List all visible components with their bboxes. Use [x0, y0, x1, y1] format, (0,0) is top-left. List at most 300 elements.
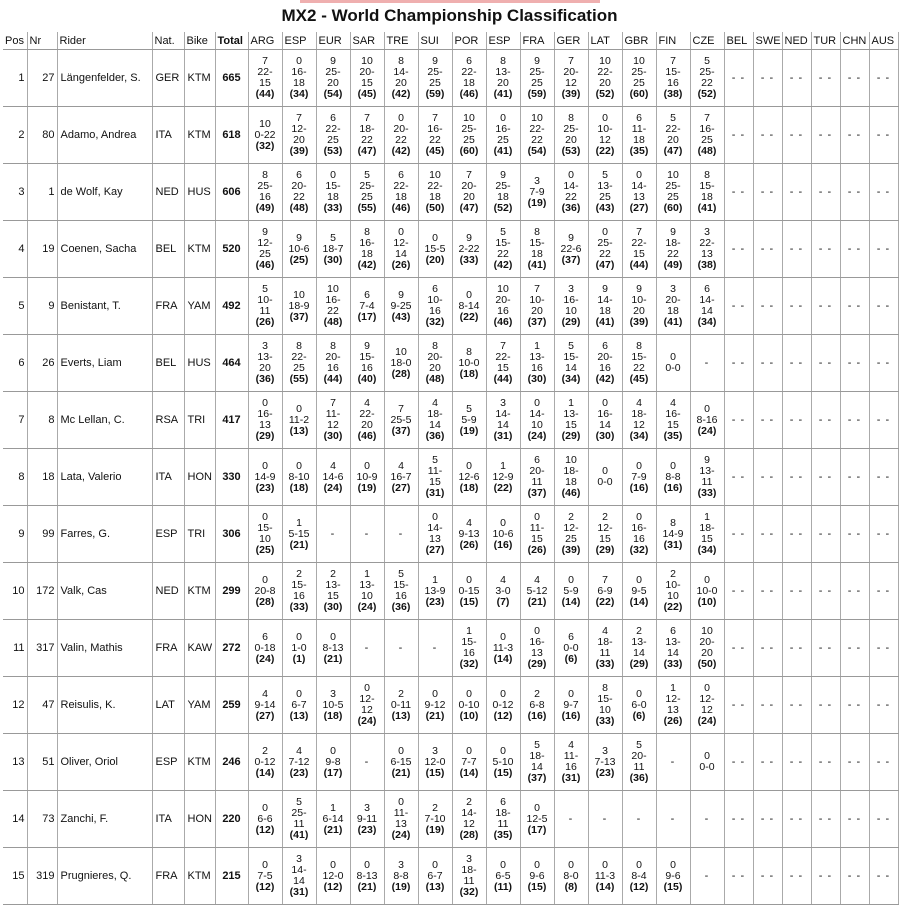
empty-result-cell: - - — [782, 392, 811, 449]
race-result-cell: 6 22- 18 (46) — [452, 50, 486, 107]
race-result-cell: 10 18-0 (28) — [384, 335, 418, 392]
column-header: Nat. — [152, 32, 184, 50]
race-result-cell: 1 5-15 (21) — [282, 506, 316, 563]
race-result-cell: 0 5-9 (14) — [554, 563, 588, 620]
empty-result-cell: - - — [724, 392, 753, 449]
race-result-cell: 6 20- 22 (48) — [282, 164, 316, 221]
empty-result-cell: - - — [724, 734, 753, 791]
empty-result-cell: - - — [724, 164, 753, 221]
total-points: 464 — [215, 335, 248, 392]
empty-result-cell: - - — [753, 221, 782, 278]
race-result-cell: 10 22- 18 (50) — [418, 164, 452, 221]
race-result-cell: 9 10-6 (25) — [282, 221, 316, 278]
bike-cell: KTM — [184, 221, 215, 278]
race-result-cell: 8 20- 20 (48) — [418, 335, 452, 392]
race-result-cell: 0 14- 13 (27) — [418, 506, 452, 563]
race-result-cell: 0 5-10 (15) — [486, 734, 520, 791]
nationality-cell: FRA — [152, 848, 184, 905]
empty-result-cell: - - — [782, 563, 811, 620]
race-result-cell: 6 22- 18 (46) — [384, 164, 418, 221]
empty-result-cell: - — [554, 791, 588, 848]
column-header: TRE — [384, 32, 418, 50]
race-result-cell: 9 25- 25 (59) — [520, 50, 554, 107]
table-row — [3, 221, 898, 278]
race-result-cell: 6 10- 16 (32) — [418, 278, 452, 335]
race-result-cell: 6 22- 25 (53) — [316, 107, 350, 164]
number-cell: 319 — [27, 848, 57, 905]
race-result-cell: 7 22- 15 (44) — [486, 335, 520, 392]
empty-result-cell: - - — [782, 107, 811, 164]
table-row — [3, 278, 898, 335]
bike-cell: TRI — [184, 392, 215, 449]
empty-result-cell: - - — [782, 620, 811, 677]
table-row — [3, 335, 898, 392]
empty-result-cell: - - — [840, 620, 869, 677]
race-result-cell: 0 6-0 (6) — [622, 677, 656, 734]
rider-name: de Wolf, Kay — [57, 164, 152, 221]
column-header: Bike — [184, 32, 215, 50]
total-points: 299 — [215, 563, 248, 620]
nationality-cell: ESP — [152, 506, 184, 563]
race-result-cell: 0 6-7 (13) — [282, 677, 316, 734]
race-result-cell: 3 22- 13 (38) — [690, 221, 724, 278]
position-cell: 4 — [3, 221, 27, 278]
number-cell: 18 — [27, 449, 57, 506]
position-cell: 13 — [3, 734, 27, 791]
race-result-cell: 5 15- 14 (34) — [554, 335, 588, 392]
race-result-cell: 5 15- 22 (42) — [486, 221, 520, 278]
race-result-cell: 10 25- 25 (60) — [622, 50, 656, 107]
race-result-cell: 10 16- 22 (48) — [316, 278, 350, 335]
column-header: GBR — [622, 32, 656, 50]
table-row — [3, 677, 898, 734]
empty-result-cell: - - — [753, 677, 782, 734]
race-result-cell: 5 25- 25 (55) — [350, 164, 384, 221]
table-row — [3, 506, 898, 563]
empty-result-cell: - - — [782, 791, 811, 848]
race-result-cell: 5 10- 11 (26) — [248, 278, 282, 335]
empty-result-cell: - - — [811, 506, 840, 563]
race-result-cell: 0 16- 13 (29) — [520, 620, 554, 677]
empty-result-cell: - — [384, 620, 418, 677]
empty-result-cell: - - — [869, 392, 898, 449]
bike-cell: YAM — [184, 677, 215, 734]
rider-name: Längenfelder, S. — [57, 50, 152, 107]
total-points: 246 — [215, 734, 248, 791]
empty-result-cell: - — [588, 791, 622, 848]
nationality-cell: NED — [152, 164, 184, 221]
position-cell: 8 — [3, 449, 27, 506]
race-result-cell: 0 12-0 (12) — [316, 848, 350, 905]
race-result-cell: 0 10-6 (16) — [486, 506, 520, 563]
race-result-cell: 4 7-12 (23) — [282, 734, 316, 791]
empty-result-cell: - - — [840, 164, 869, 221]
race-result-cell: 6 18- 11 (35) — [486, 791, 520, 848]
race-result-cell: 0 14-9 (23) — [248, 449, 282, 506]
race-result-cell: 10 22- 20 (52) — [588, 50, 622, 107]
race-result-cell: 7 10- 20 (37) — [520, 278, 554, 335]
column-header: Rider — [57, 32, 152, 50]
nationality-cell: NED — [152, 563, 184, 620]
race-result-cell: 2 13- 14 (29) — [622, 620, 656, 677]
race-result-cell: 9 2-22 (33) — [452, 221, 486, 278]
race-result-cell: 6 11- 18 (35) — [622, 107, 656, 164]
race-result-cell: 8 22- 25 (55) — [282, 335, 316, 392]
total-points: 417 — [215, 392, 248, 449]
empty-result-cell: - - — [840, 392, 869, 449]
race-result-cell: 1 12-9 (22) — [486, 449, 520, 506]
race-result-cell: 0 15- 18 (33) — [316, 164, 350, 221]
race-result-cell: 4 5-12 (21) — [520, 563, 554, 620]
race-result-cell: 0 1-0 (1) — [282, 620, 316, 677]
race-result-cell: 10 18- 18 (46) — [554, 449, 588, 506]
race-result-cell: 7 20- 12 (39) — [554, 50, 588, 107]
empty-result-cell: - - — [753, 278, 782, 335]
empty-result-cell: - - — [811, 50, 840, 107]
empty-result-cell: - - — [840, 221, 869, 278]
race-result-cell: 5 13- 25 (43) — [588, 164, 622, 221]
empty-result-cell: - - — [869, 563, 898, 620]
race-result-cell: 8 15- 18 (41) — [520, 221, 554, 278]
empty-result-cell: - - — [869, 734, 898, 791]
race-result-cell: 5 5-9 (19) — [452, 392, 486, 449]
race-result-cell: 8 15- 18 (41) — [690, 164, 724, 221]
bike-cell: YAM — [184, 278, 215, 335]
rider-name: Oliver, Oriol — [57, 734, 152, 791]
race-result-cell: 0 16- 18 (34) — [282, 50, 316, 107]
empty-result-cell: - - — [869, 278, 898, 335]
race-result-cell: 8 15- 10 (33) — [588, 677, 622, 734]
header-row — [3, 32, 898, 50]
empty-result-cell: - - — [753, 563, 782, 620]
empty-result-cell: - - — [724, 677, 753, 734]
empty-result-cell: - — [690, 335, 724, 392]
rider-name: Benistant, T. — [57, 278, 152, 335]
race-result-cell: 1 18- 15 (34) — [690, 506, 724, 563]
race-result-cell: 8 20- 16 (44) — [316, 335, 350, 392]
bike-cell: KTM — [184, 734, 215, 791]
race-result-cell: 7 12- 20 (39) — [282, 107, 316, 164]
empty-result-cell: - - — [724, 449, 753, 506]
empty-result-cell: - — [316, 506, 350, 563]
empty-result-cell: - - — [840, 563, 869, 620]
table-row — [3, 392, 898, 449]
position-cell: 1 — [3, 50, 27, 107]
column-header: TUR — [811, 32, 840, 50]
race-result-cell: 3 14- 14 (31) — [486, 392, 520, 449]
empty-result-cell: - - — [724, 107, 753, 164]
race-result-cell: 3 7-13 (23) — [588, 734, 622, 791]
empty-result-cell: - — [656, 791, 690, 848]
race-result-cell: 2 12- 25 (39) — [554, 506, 588, 563]
race-result-cell: 7 25-5 (37) — [384, 392, 418, 449]
total-points: 259 — [215, 677, 248, 734]
empty-result-cell: - - — [724, 278, 753, 335]
empty-result-cell: - - — [869, 620, 898, 677]
position-cell: 6 — [3, 335, 27, 392]
empty-result-cell: - - — [869, 221, 898, 278]
race-result-cell: 4 22- 20 (46) — [350, 392, 384, 449]
empty-result-cell: - - — [840, 791, 869, 848]
top-accent-bar — [300, 0, 600, 3]
column-header: SWE — [753, 32, 782, 50]
race-result-cell: 0 8-8 (16) — [656, 449, 690, 506]
empty-result-cell: - - — [811, 791, 840, 848]
empty-result-cell: - - — [869, 107, 898, 164]
nationality-cell: RSA — [152, 392, 184, 449]
table-row — [3, 620, 898, 677]
bike-cell: KTM — [184, 107, 215, 164]
bike-cell: HON — [184, 449, 215, 506]
total-points: 618 — [215, 107, 248, 164]
race-result-cell: 5 18- 14 (37) — [520, 734, 554, 791]
race-result-cell: 0 11- 13 (24) — [384, 791, 418, 848]
empty-result-cell: - - — [782, 278, 811, 335]
classification-table — [3, 32, 899, 905]
race-result-cell: 9 12- 25 (46) — [248, 221, 282, 278]
race-result-cell: 2 10- 10 (22) — [656, 563, 690, 620]
total-points: 492 — [215, 278, 248, 335]
race-result-cell: 7 16- 22 (45) — [418, 107, 452, 164]
empty-result-cell: - - — [840, 335, 869, 392]
race-result-cell: 4 9-13 (26) — [452, 506, 486, 563]
column-header: SAR — [350, 32, 384, 50]
empty-result-cell: - - — [811, 392, 840, 449]
empty-result-cell: - - — [782, 335, 811, 392]
empty-result-cell: - — [350, 620, 384, 677]
race-result-cell: 7 22- 15 (44) — [248, 50, 282, 107]
race-result-cell: 0 14- 13 (27) — [622, 164, 656, 221]
nationality-cell: ESP — [152, 734, 184, 791]
position-cell: 11 — [3, 620, 27, 677]
race-result-cell: 8 25- 20 (53) — [554, 107, 588, 164]
total-points: 220 — [215, 791, 248, 848]
race-result-cell: 8 14-9 (31) — [656, 506, 690, 563]
race-result-cell: 9 9-25 (43) — [384, 278, 418, 335]
race-result-cell: 7 22- 15 (44) — [622, 221, 656, 278]
race-result-cell: 6 0-18 (24) — [248, 620, 282, 677]
race-result-cell: 9 14- 18 (41) — [588, 278, 622, 335]
empty-result-cell: - - — [753, 506, 782, 563]
position-cell: 7 — [3, 392, 27, 449]
rider-name: Coenen, Sacha — [57, 221, 152, 278]
race-result-cell: 0 8-4 (12) — [622, 848, 656, 905]
race-result-cell: 9 13- 11 (33) — [690, 449, 724, 506]
race-result-cell: 1 13- 16 (30) — [520, 335, 554, 392]
race-result-cell: 3 18- 11 (32) — [452, 848, 486, 905]
rider-name: Mc Lellan, C. — [57, 392, 152, 449]
empty-result-cell: - - — [782, 506, 811, 563]
total-points: 306 — [215, 506, 248, 563]
race-result-cell: 10 0-22 (32) — [248, 107, 282, 164]
race-result-cell: 10 20- 16 (46) — [486, 278, 520, 335]
table-row — [3, 50, 898, 107]
bike-cell: TRI — [184, 506, 215, 563]
race-result-cell: 0 8-13 (21) — [316, 620, 350, 677]
race-result-cell: 5 25- 22 (52) — [690, 50, 724, 107]
race-result-cell: 0 8-16 (24) — [690, 392, 724, 449]
race-result-cell: 3 12-0 (15) — [418, 734, 452, 791]
column-header: FIN — [656, 32, 690, 50]
rider-name: Farres, G. — [57, 506, 152, 563]
empty-result-cell: - - — [753, 734, 782, 791]
rider-name: Adamo, Andrea — [57, 107, 152, 164]
empty-result-cell: - - — [724, 221, 753, 278]
empty-result-cell: - - — [811, 677, 840, 734]
empty-result-cell: - — [350, 506, 384, 563]
column-header: ARG — [248, 32, 282, 50]
empty-result-cell: - - — [753, 164, 782, 221]
empty-result-cell: - - — [840, 50, 869, 107]
race-result-cell: 0 8-10 (18) — [282, 449, 316, 506]
race-result-cell: 8 15- 22 (45) — [622, 335, 656, 392]
race-result-cell: 8 25- 16 (49) — [248, 164, 282, 221]
race-result-cell: 7 11- 12 (30) — [316, 392, 350, 449]
race-result-cell: 8 14- 20 (42) — [384, 50, 418, 107]
nationality-cell: ITA — [152, 107, 184, 164]
empty-result-cell: - - — [811, 449, 840, 506]
race-result-cell: 0 12-5 (17) — [520, 791, 554, 848]
rider-name: Everts, Liam — [57, 335, 152, 392]
race-result-cell: 0 16- 16 (32) — [622, 506, 656, 563]
empty-result-cell: - - — [753, 392, 782, 449]
empty-result-cell: - — [656, 734, 690, 791]
race-result-cell: 6 7-4 (17) — [350, 278, 384, 335]
position-cell: 15 — [3, 848, 27, 905]
position-cell: 2 — [3, 107, 27, 164]
empty-result-cell: - - — [811, 164, 840, 221]
number-cell: 317 — [27, 620, 57, 677]
number-cell: 80 — [27, 107, 57, 164]
race-result-cell: 4 16- 15 (35) — [656, 392, 690, 449]
empty-result-cell: - - — [869, 791, 898, 848]
rider-name: Valk, Cas — [57, 563, 152, 620]
table-row — [3, 107, 898, 164]
nationality-cell: LAT — [152, 677, 184, 734]
race-result-cell: 4 11- 16 (31) — [554, 734, 588, 791]
empty-result-cell: - - — [724, 50, 753, 107]
empty-result-cell: - - — [724, 848, 753, 905]
race-result-cell: 0 9-6 (15) — [656, 848, 690, 905]
position-cell: 5 — [3, 278, 27, 335]
column-header: POR — [452, 32, 486, 50]
column-header: Nr — [27, 32, 57, 50]
race-result-cell: 3 13- 20 (36) — [248, 335, 282, 392]
race-result-cell: 0 9-7 (16) — [554, 677, 588, 734]
race-result-cell: 2 14- 12 (28) — [452, 791, 486, 848]
table-row — [3, 563, 898, 620]
empty-result-cell: - - — [811, 734, 840, 791]
bike-cell: HUS — [184, 335, 215, 392]
number-cell: 172 — [27, 563, 57, 620]
race-result-cell: 0 0-0 — [588, 449, 622, 506]
nationality-cell: ITA — [152, 449, 184, 506]
empty-result-cell: - - — [811, 221, 840, 278]
empty-result-cell: - - — [753, 107, 782, 164]
table-row — [3, 734, 898, 791]
race-result-cell: 0 20- 22 (42) — [384, 107, 418, 164]
race-result-cell: 9 15- 16 (40) — [350, 335, 384, 392]
race-result-cell: 0 6-6 (12) — [248, 791, 282, 848]
race-result-cell: 0 0-10 (10) — [452, 677, 486, 734]
empty-result-cell: - - — [869, 449, 898, 506]
empty-result-cell: - — [350, 734, 384, 791]
race-result-cell: 0 8-13 (21) — [350, 848, 384, 905]
race-result-cell: 0 11- 15 (26) — [520, 506, 554, 563]
race-result-cell: 1 15- 16 (32) — [452, 620, 486, 677]
empty-result-cell: - - — [869, 677, 898, 734]
race-result-cell: 2 6-8 (16) — [520, 677, 554, 734]
empty-result-cell: - - — [869, 50, 898, 107]
number-cell: 27 — [27, 50, 57, 107]
empty-result-cell: - - — [782, 449, 811, 506]
race-result-cell: 0 15-5 (20) — [418, 221, 452, 278]
empty-result-cell: - - — [840, 734, 869, 791]
race-result-cell: 0 16- 14 (30) — [588, 392, 622, 449]
column-header: BEL — [724, 32, 753, 50]
number-cell: 73 — [27, 791, 57, 848]
race-result-cell: 0 12- 12 (24) — [690, 677, 724, 734]
number-cell: 1 — [27, 164, 57, 221]
number-cell: 47 — [27, 677, 57, 734]
race-result-cell: 3 16- 10 (29) — [554, 278, 588, 335]
race-result-cell: 5 11- 15 (31) — [418, 449, 452, 506]
position-cell: 12 — [3, 677, 27, 734]
race-result-cell: 7 20- 20 (47) — [452, 164, 486, 221]
race-result-cell: 7 16- 25 (48) — [690, 107, 724, 164]
race-result-cell: 2 0-11 (13) — [384, 677, 418, 734]
empty-result-cell: - - — [840, 506, 869, 563]
empty-result-cell: - - — [753, 848, 782, 905]
race-result-cell: 6 20- 11 (37) — [520, 449, 554, 506]
race-result-cell: 10 22- 22 (54) — [520, 107, 554, 164]
race-result-cell: 2 12- 15 (29) — [588, 506, 622, 563]
race-result-cell: 6 14- 14 (34) — [690, 278, 724, 335]
bike-cell: KTM — [184, 563, 215, 620]
race-result-cell: 1 13-9 (23) — [418, 563, 452, 620]
race-result-cell: 9 10- 20 (39) — [622, 278, 656, 335]
empty-result-cell: - - — [840, 848, 869, 905]
race-result-cell: 5 15- 16 (36) — [384, 563, 418, 620]
race-result-cell: 3 7-9 (19) — [520, 164, 554, 221]
rider-name: Reisulis, K. — [57, 677, 152, 734]
race-result-cell: 6 13- 14 (33) — [656, 620, 690, 677]
nationality-cell: BEL — [152, 335, 184, 392]
race-result-cell: 1 13- 10 (24) — [350, 563, 384, 620]
empty-result-cell: - — [690, 848, 724, 905]
race-result-cell: 0 12- 14 (26) — [384, 221, 418, 278]
race-result-cell: 7 18- 22 (47) — [350, 107, 384, 164]
empty-result-cell: - - — [724, 620, 753, 677]
rider-name: Valin, Mathis — [57, 620, 152, 677]
number-cell: 26 — [27, 335, 57, 392]
empty-result-cell: - — [690, 791, 724, 848]
race-result-cell: 9 25- 25 (59) — [418, 50, 452, 107]
empty-result-cell: - - — [782, 221, 811, 278]
race-result-cell: 0 8-0 (8) — [554, 848, 588, 905]
empty-result-cell: - - — [724, 563, 753, 620]
race-result-cell: 0 12-6 (18) — [452, 449, 486, 506]
empty-result-cell: - - — [811, 848, 840, 905]
race-result-cell: 3 9-11 (23) — [350, 791, 384, 848]
column-header: AUS — [869, 32, 898, 50]
empty-result-cell: - - — [782, 50, 811, 107]
column-header: FRA — [520, 32, 554, 50]
race-result-cell: 9 25- 18 (52) — [486, 164, 520, 221]
column-header: CZE — [690, 32, 724, 50]
race-result-cell: 8 13- 20 (41) — [486, 50, 520, 107]
empty-result-cell: - - — [753, 50, 782, 107]
